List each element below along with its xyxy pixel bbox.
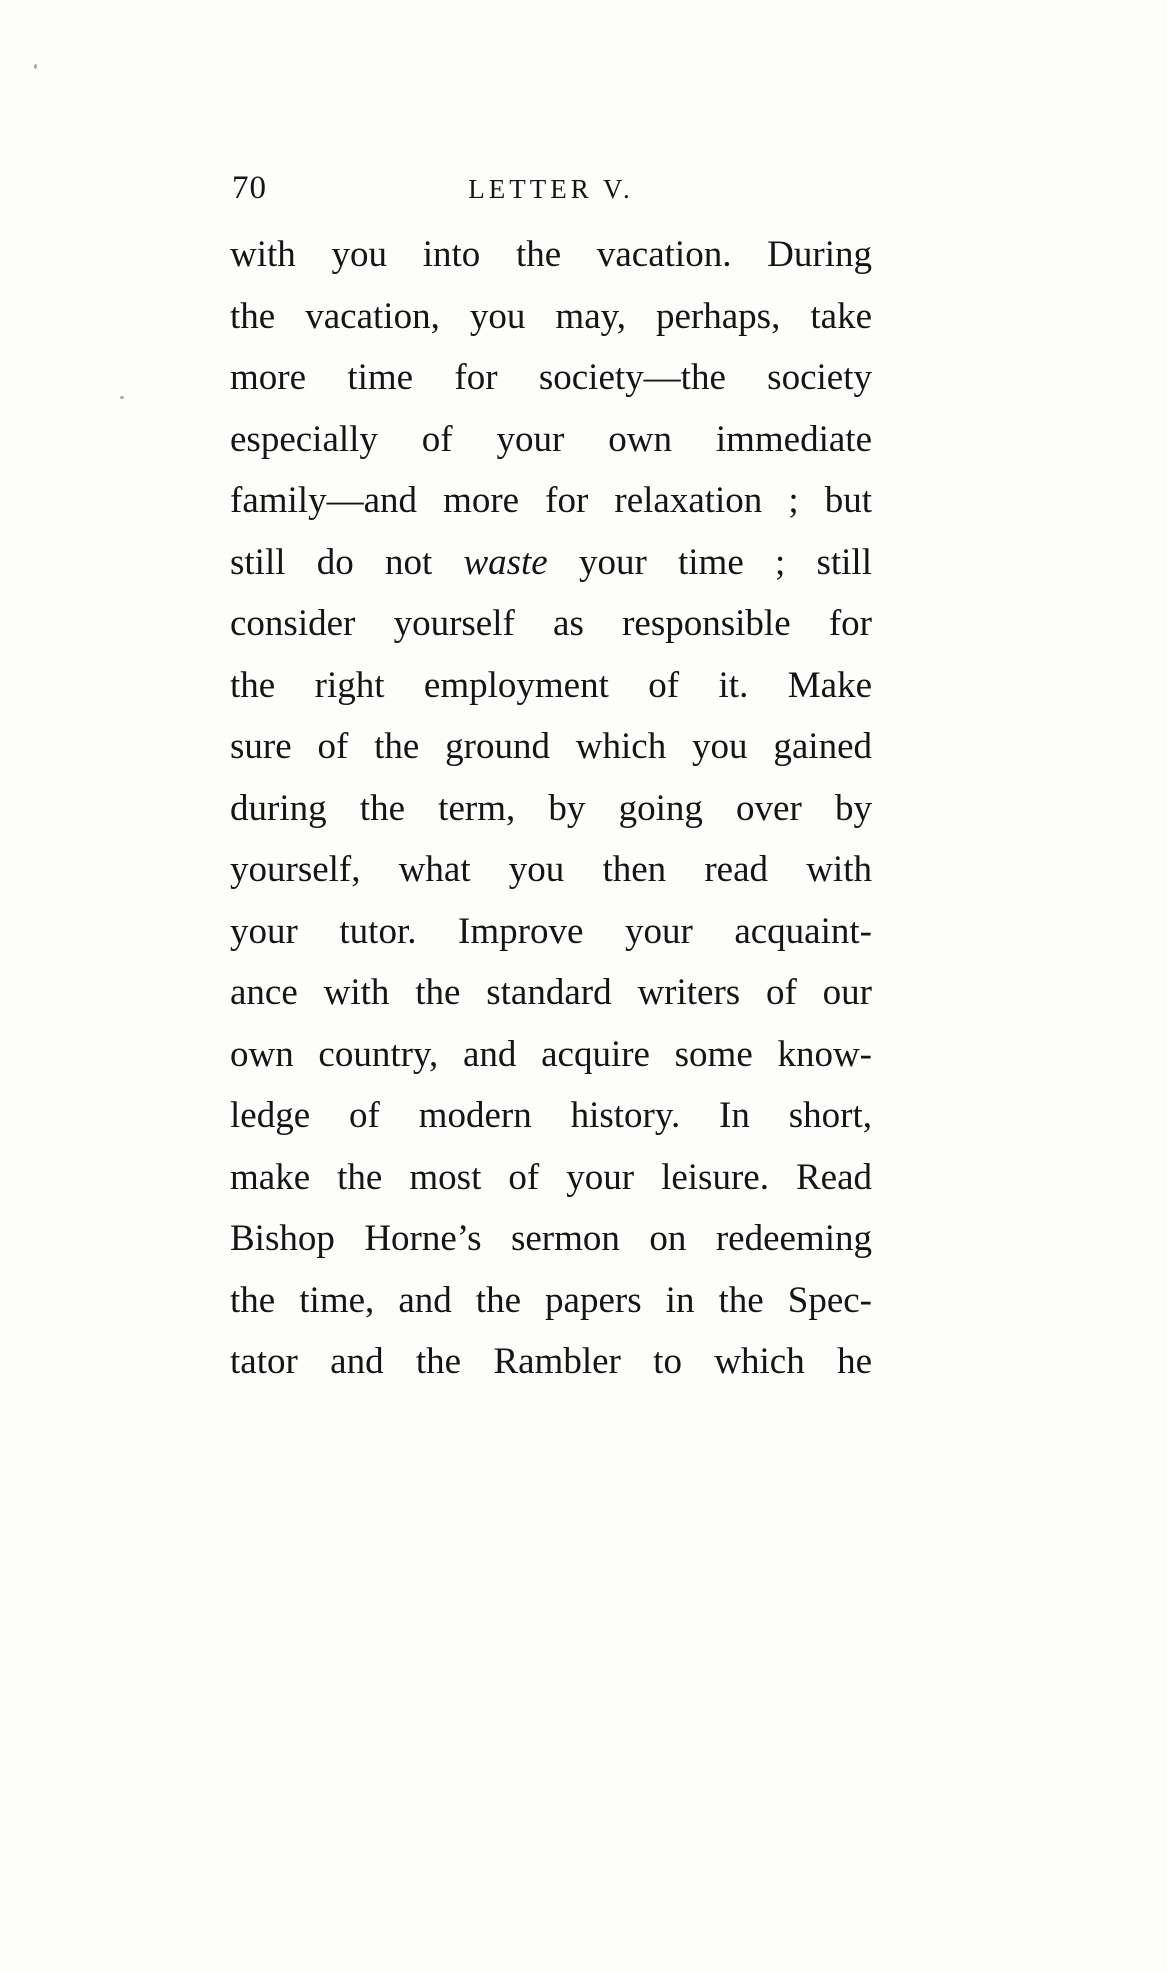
scan-speck xyxy=(120,396,124,399)
text-line xyxy=(230,470,872,532)
scan-speck xyxy=(34,64,37,69)
page-header xyxy=(230,166,872,212)
text-line xyxy=(230,224,872,286)
text-line xyxy=(230,532,872,594)
text-line xyxy=(230,1208,872,1270)
text-segment: during the term, by going over by xyxy=(230,787,872,829)
text-segment: the vacation, you may, perhaps, take xyxy=(230,295,872,337)
text-line xyxy=(230,839,872,901)
text-segment: make the most of your leisure. Read xyxy=(230,1156,872,1198)
text-line xyxy=(230,962,872,1024)
text-segment: consider yourself as responsible for xyxy=(230,603,872,644)
running-title: LETTER V. xyxy=(468,174,634,204)
text-segment: tator and the Rambler to which he xyxy=(230,1341,872,1382)
text-line xyxy=(230,716,872,778)
text-line xyxy=(230,1024,872,1086)
text-segment: the right employment of it. Make xyxy=(230,664,872,706)
text-segment: still do not xyxy=(230,541,464,583)
text-segment: your time ; still xyxy=(547,541,872,583)
text-segment: own country, and acquire some know- xyxy=(230,1033,872,1075)
text-segment: especially of your own immediate xyxy=(230,418,872,460)
text-line xyxy=(230,655,872,717)
emphasized-text: waste xyxy=(463,541,548,583)
text-line xyxy=(230,593,872,655)
text-segment: sure of the ground which you gained xyxy=(230,726,872,767)
text-line xyxy=(230,901,872,963)
text-segment: ledge of modern history. In short, xyxy=(230,1095,872,1136)
text-line xyxy=(230,778,872,840)
text-segment: your tutor. Improve your acquaint- xyxy=(230,910,872,952)
text-segment: family—and more for relaxation ; but xyxy=(230,480,872,521)
text-line xyxy=(230,1147,872,1209)
text-segment: the time, and the papers in the Spec- xyxy=(230,1279,872,1321)
text-line xyxy=(230,1270,872,1332)
text-line xyxy=(230,1085,872,1147)
text-segment: with you into the vacation. During xyxy=(230,234,872,275)
text-segment: Bishop Horne’s sermon on redeeming xyxy=(230,1218,872,1259)
text-line xyxy=(230,347,872,409)
text-segment: ance with the standard writers of our xyxy=(230,972,872,1013)
text-line xyxy=(230,409,872,471)
text-line xyxy=(230,286,872,348)
page-number: 70 xyxy=(232,170,267,206)
text-segment: more time for society—the society xyxy=(230,357,872,398)
text-line xyxy=(230,1331,872,1393)
text-segment: yourself, what you then read with xyxy=(230,849,872,890)
letter-body xyxy=(230,224,872,1393)
